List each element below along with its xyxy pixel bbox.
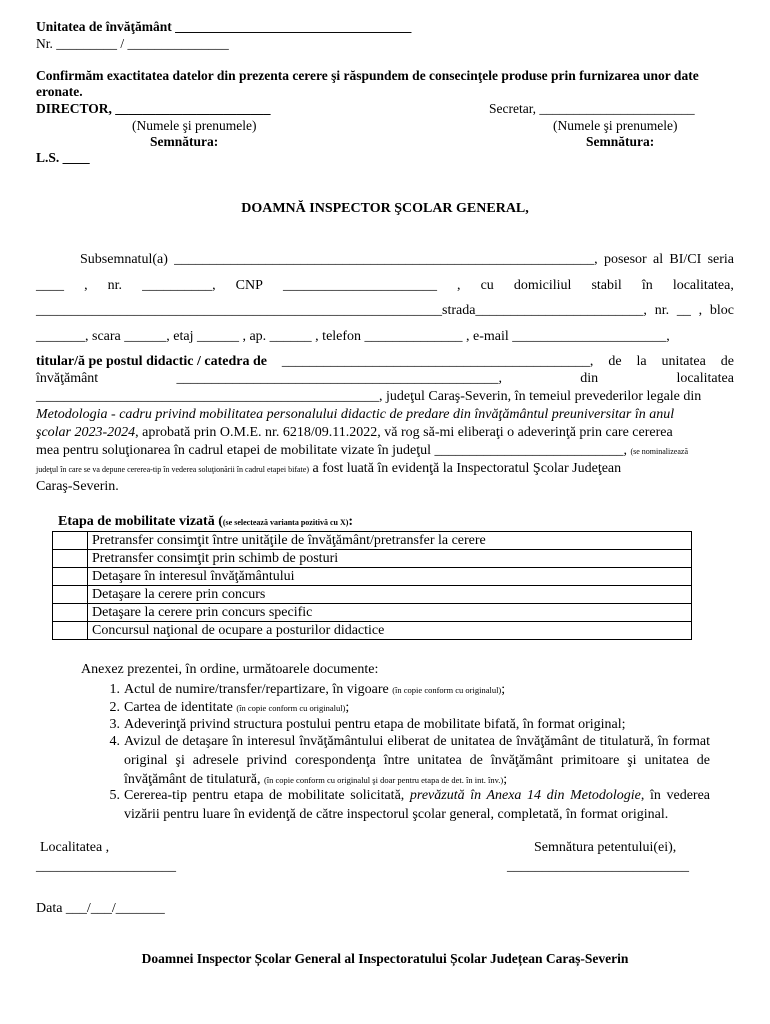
confirmation-text: Confirmăm exactitatea datelor din prezenta cerere şi răspundem de consecinţele produse prin furnizarea unor date — [36, 68, 699, 83]
word: unitatea — [661, 354, 706, 369]
position-field: ____________________________________________, — [281, 354, 594, 369]
body-line-4: _______, scara ______, etaj ______ , ap. ______ , telefon ______________ , e-mail ______________________, — [36, 329, 670, 344]
school-unit-line: Unitatea de învăţământ ___________________________________ — [36, 19, 412, 34]
word: nr. — [654, 303, 670, 318]
locality-field: ____________________ — [36, 859, 176, 874]
word: de — [720, 354, 734, 369]
secretary-name-hint: (Numele şi prenumele) — [553, 118, 678, 133]
list-number: 3. — [109, 717, 120, 732]
street-number-field: __ — [676, 303, 691, 318]
list-text-main: Cartea de identitate — [124, 700, 233, 715]
stage-label: Detaşare în interesul învăţământului — [88, 568, 692, 586]
stage-checkbox[interactable] — [53, 568, 88, 586]
list-end: ; — [501, 682, 506, 697]
list-text-end: , în vederea vizării pentru luare în evidenţă de către inspectorul şcolar general, completată, în format original. — [124, 788, 711, 822]
word: stabil — [591, 278, 622, 293]
list-text-main: Cererea-tip pentru etapa de mobilitate solicitată, — [124, 788, 405, 803]
word: învăţământ — [36, 371, 99, 386]
stage-label: Pretransfer consimţit între unităţile de învăţământ/pretransfer la cerere — [88, 532, 692, 550]
table-row — [53, 604, 692, 622]
word: localitatea — [676, 371, 734, 386]
list-note: (în copie conform cu originalul) — [392, 685, 502, 695]
body-line-2 — [36, 278, 734, 294]
etapa-heading-end: : — [348, 514, 354, 529]
stage-label: Detaşare la cerere prin concurs — [88, 586, 692, 604]
table-row — [53, 586, 692, 604]
list-text — [124, 680, 710, 700]
body-line-10 — [36, 443, 688, 459]
table-row — [53, 568, 692, 586]
body-line-6 — [36, 371, 734, 387]
body-line-7: _________________________________________________, judeţul Caraş-Severin, în temeiul prevederilor legale din — [36, 389, 702, 404]
list-text — [124, 732, 710, 790]
list-note: (în copie conform cu originalul şi doar pentru etapa de det. în int. înv.) — [263, 775, 504, 785]
stage-checkbox[interactable] — [53, 532, 88, 550]
word: în — [641, 278, 653, 293]
address-field: __________________________________________________________strada________________________, — [36, 303, 647, 318]
order-reference: , aprobată prin O.M.E. nr. 6218/09.11.2022, vă rog să-mi eliberaţi o adeverinţă prin care cererea — [135, 425, 673, 440]
secretary-signature-line: Secretar, _______________________ — [489, 101, 695, 116]
stage-checkbox[interactable] — [53, 586, 88, 604]
id-number-field: __________, — [142, 278, 216, 293]
methodology-title: Metodologia - cadru privind mobilitatea personalului didactic de predare din învăţământul preuniversitar în anul — [36, 407, 675, 422]
word: bloc — [709, 303, 734, 318]
list-text-main: Actul de numire/transfer/repartizare, în vigoare — [124, 682, 389, 697]
body-line-9 — [36, 425, 673, 441]
stage-label: Detaşare la cerere prin concurs specific — [88, 604, 692, 622]
word: posesor — [603, 252, 647, 267]
list-number: 1. — [109, 682, 120, 697]
list-number: 5. — [109, 788, 120, 803]
etapa-heading — [58, 514, 353, 530]
name-field: ____________________________________________________________, — [174, 252, 598, 267]
county-field-text: mea pentru soluţionarea în cadrul etapei de mobilitate vizate în judeţul ___________________________, — [36, 443, 627, 458]
director-signature-line: DIRECTOR, _______________________ — [36, 101, 271, 116]
seal-placeholder: L.S. ____ — [36, 150, 90, 165]
etapa-heading-note: (se selectează varianta pozitivă cu X) — [222, 518, 349, 527]
word: BI/CI — [669, 252, 702, 267]
list-end: ; — [345, 700, 350, 715]
table-row — [53, 532, 692, 550]
school-field: ______________________________________________, — [176, 371, 502, 386]
director-name-hint: (Numele şi prenumele) — [132, 118, 257, 133]
list-number: 4. — [109, 734, 120, 749]
word: , — [457, 278, 461, 293]
word: nr. — [107, 278, 123, 293]
registration-text: a fost luată în evidenţă la Inspectoratul Şcolar Judeţean — [312, 461, 622, 476]
word: , — [84, 278, 88, 293]
attachments-intro: Anexez prezentei, în ordine, următoarele documente: — [81, 662, 379, 677]
stage-label: Concursul naţional de ocupare a posturilor didactice — [88, 622, 692, 640]
list-number: 2. — [109, 700, 120, 715]
word: domiciliul — [513, 278, 572, 293]
table-row — [53, 550, 692, 568]
table-row — [53, 622, 692, 640]
confirmation-text-end: eronate. — [36, 84, 83, 99]
registration-number-line: Nr. _________ / _______________ — [36, 36, 229, 51]
body-line-11 — [36, 461, 621, 477]
stage-label: Pretransfer consimţit prin schimb de posturi — [88, 550, 692, 568]
director-signature-label: Semnătura: — [150, 134, 219, 149]
body-line-5 — [36, 354, 734, 370]
body-line-1 — [80, 252, 734, 268]
word: de — [608, 354, 622, 369]
word: la — [636, 354, 647, 369]
county-note: (se nominalizează — [630, 447, 688, 456]
word: seria — [707, 252, 734, 267]
word: , — [698, 303, 703, 318]
date-field: Data ___/___/_______ — [36, 901, 165, 916]
county-note-cont: judeţul în care se va depune cererea-tip în vederea soluţionării în cadrul etapei bifate) — [36, 465, 309, 474]
word: localitatea, — [672, 278, 734, 293]
list-end: ; — [503, 772, 508, 787]
page-title: DOAMNĂ INSPECTOR ŞCOLAR GENERAL, — [241, 201, 529, 216]
stage-checkbox[interactable] — [53, 550, 88, 568]
petitioner-signature-label: Semnătura petentului(ei), — [534, 840, 677, 855]
list-note: (în copie conform cu originalul) — [236, 703, 346, 713]
locality-label: Localitatea , — [40, 840, 110, 855]
cnp-field: ______________________ — [282, 278, 437, 293]
etapa-heading-text: Etapa de mobilitate vizată ( — [58, 514, 223, 529]
body-line-3 — [36, 303, 734, 319]
name-label: Subsemnatul(a) — [80, 252, 168, 267]
list-text-main: Avizul de detaşare în interesul învăţământului eliberat de unitatea de învăţământ de titulatură, în format original şi adresele privind corespondenţa între unitatea de învăţământ primitoare şi unitatea de învăţământ de titulatură, — [124, 734, 710, 787]
school-year: şcolar 2023-2024 — [36, 425, 136, 440]
id-series-field: ____ — [36, 278, 64, 293]
petitioner-signature-field: __________________________ — [507, 859, 689, 874]
secretary-signature-label: Semnătura: — [586, 134, 655, 149]
stage-checkbox[interactable] — [53, 622, 88, 640]
word: al — [653, 252, 664, 267]
list-text — [124, 786, 710, 824]
word: din — [580, 371, 599, 386]
addressee-line: Doamnei Inspector Școlar General al Inspectoratului Școlar Județean Caraș-Severin — [141, 951, 629, 966]
mobility-stage-table — [52, 531, 692, 640]
word: cu — [480, 278, 494, 293]
position-label: titular/ă pe postul didactic / catedra de — [36, 354, 267, 369]
word: CNP — [235, 278, 263, 293]
stage-checkbox[interactable] — [53, 604, 88, 622]
list-text-italic: prevăzută în Anexa 14 din Metodologie — [409, 788, 641, 803]
list-text: Adeverinţă privind structura postului pentru etapa de mobilitate bifată, în format original; — [124, 717, 626, 732]
body-line-12: Caraş-Severin. — [36, 479, 119, 494]
